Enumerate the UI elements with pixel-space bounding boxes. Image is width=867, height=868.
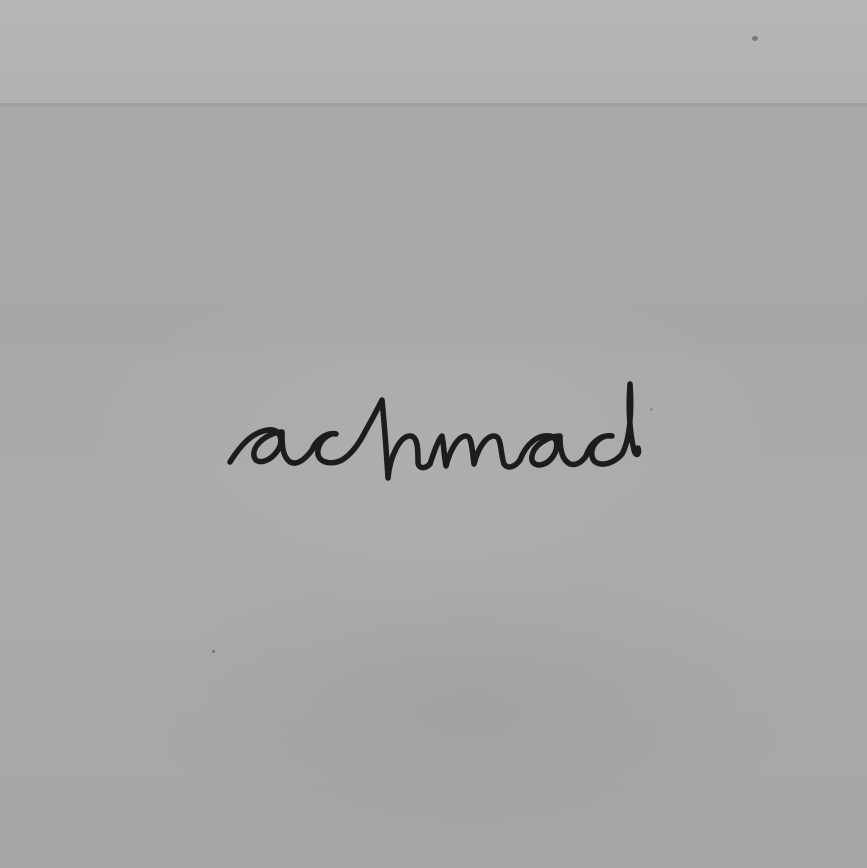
signature-stroke <box>366 400 430 478</box>
dust-speck <box>650 408 653 411</box>
signature-stroke <box>230 430 312 463</box>
signature-stroke <box>586 384 639 464</box>
dust-speck <box>212 650 215 653</box>
paper-shadow <box>120 560 820 860</box>
signature-stroke <box>312 430 366 463</box>
signature-stroke <box>430 436 520 467</box>
paper-fold-edge <box>0 103 867 107</box>
dust-speck <box>752 36 758 41</box>
signature-stroke <box>520 436 586 465</box>
handwritten-signature <box>220 370 650 500</box>
paper-top-band <box>0 0 867 104</box>
